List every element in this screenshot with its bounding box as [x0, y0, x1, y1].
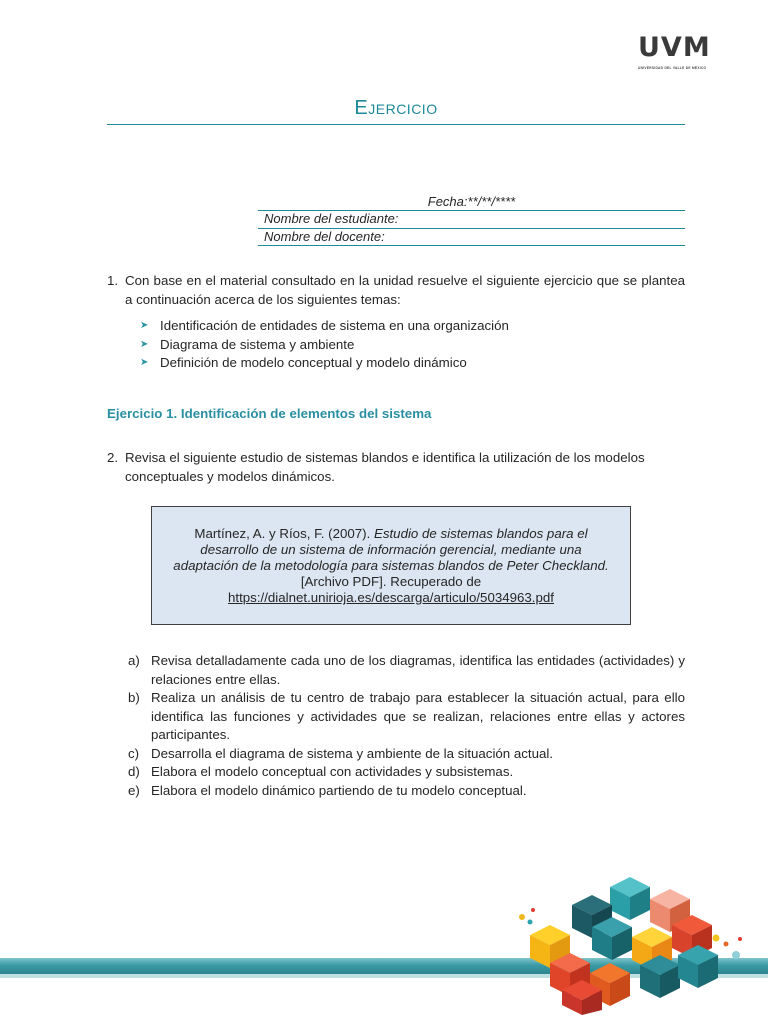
topic-text: Identificación de entidades de sistema en una organización [160, 318, 509, 333]
topic-list [140, 317, 685, 373]
reference-box [151, 506, 631, 625]
reference-title-2: desarrollo de un sistema de información gerencial, mediante una [200, 542, 582, 557]
task-text: Elabora el modelo dinámico partiendo de tu modelo conceptual. [151, 782, 527, 798]
instruction-2-text: Revisa el siguiente estudio de sistemas blandos e identifica la utilización de los modelos conceptuales y modelos dinámicos. [125, 450, 645, 484]
list-item [140, 354, 685, 373]
instruction-2 [107, 449, 685, 486]
list-item [128, 745, 685, 764]
date-field: Fecha:**/**/**** [427, 194, 516, 209]
list-item [140, 336, 685, 355]
instruction-2-number: 2. [107, 450, 119, 465]
list-item [128, 689, 685, 745]
task-text: Elabora el modelo conceptual con actividades y subsistemas. [151, 764, 514, 779]
arrow-right-icon: ➤ [140, 338, 149, 350]
task-label: a) [128, 653, 140, 668]
uvm-logo [638, 34, 718, 74]
list-item [140, 317, 685, 336]
reference-title-1: Estudio de sistemas blandos para el [373, 526, 588, 541]
reference-title-3: adaptación de la metodología para sistemas blandos de Peter Checkland. [173, 558, 609, 573]
list-item [128, 763, 685, 782]
task-list [128, 652, 685, 800]
task-label: d) [128, 764, 140, 779]
topic-text: Diagrama de sistema y ambiente [160, 336, 355, 352]
decorative-cubes-graphic [500, 875, 768, 1020]
task-label: b) [128, 690, 140, 705]
list-item [128, 652, 685, 689]
student-name-field: Nombre del estudiante: [264, 211, 399, 226]
task-label: c) [128, 745, 140, 761]
section-heading: Ejercicio 1. Identificación de elementos del sistema [107, 406, 432, 421]
reference-source: [Archivo PDF]. Recuperado de [300, 574, 482, 589]
task-text: Revisa detalladamente cada uno de los diagramas, identifica las entidades (actividades) y relaciones entre ellas. [151, 653, 685, 687]
teacher-name-field: Nombre del docente: [264, 229, 385, 244]
reference-line-1 [152, 526, 630, 542]
topic-text: Definición de modelo conceptual y modelo dinámico [160, 355, 467, 370]
page-title: Ejercicio [354, 97, 438, 119]
reference-authors: Martínez, A. y Ríos, F. (2007). [194, 526, 374, 541]
task-label: e) [128, 782, 140, 798]
instruction-1-number: 1. [107, 273, 119, 288]
task-text: Realiza un análisis de tu centro de trabajo para establecer la situación actual, para ello identifica las funciones y actividades que se realizan, relaciones entre ellas y actores participantes. [151, 690, 685, 742]
title-divider [107, 124, 685, 125]
arrow-right-icon: ➤ [140, 320, 149, 331]
teacher-rule [258, 245, 685, 246]
instruction-1-text: Con base en el material consultado en la unidad resuelve el siguiente ejercicio que se plantea a continuación acerca de los siguientes temas: [125, 273, 685, 307]
instruction-1 [107, 272, 685, 309]
logo-wordmark: UVM [638, 32, 711, 63]
arrow-right-icon: ➤ [140, 357, 149, 368]
list-item [128, 782, 685, 801]
logo-subtext: UNIVERSIDAD DEL VALLE DE MÉXICO [638, 66, 707, 70]
reference-link[interactable]: https://dialnet.unirioja.es/descarga/articulo/5034963.pdf [228, 590, 554, 605]
task-text: Desarrolla el diagrama de sistema y ambiente de la situación actual. [151, 745, 554, 761]
